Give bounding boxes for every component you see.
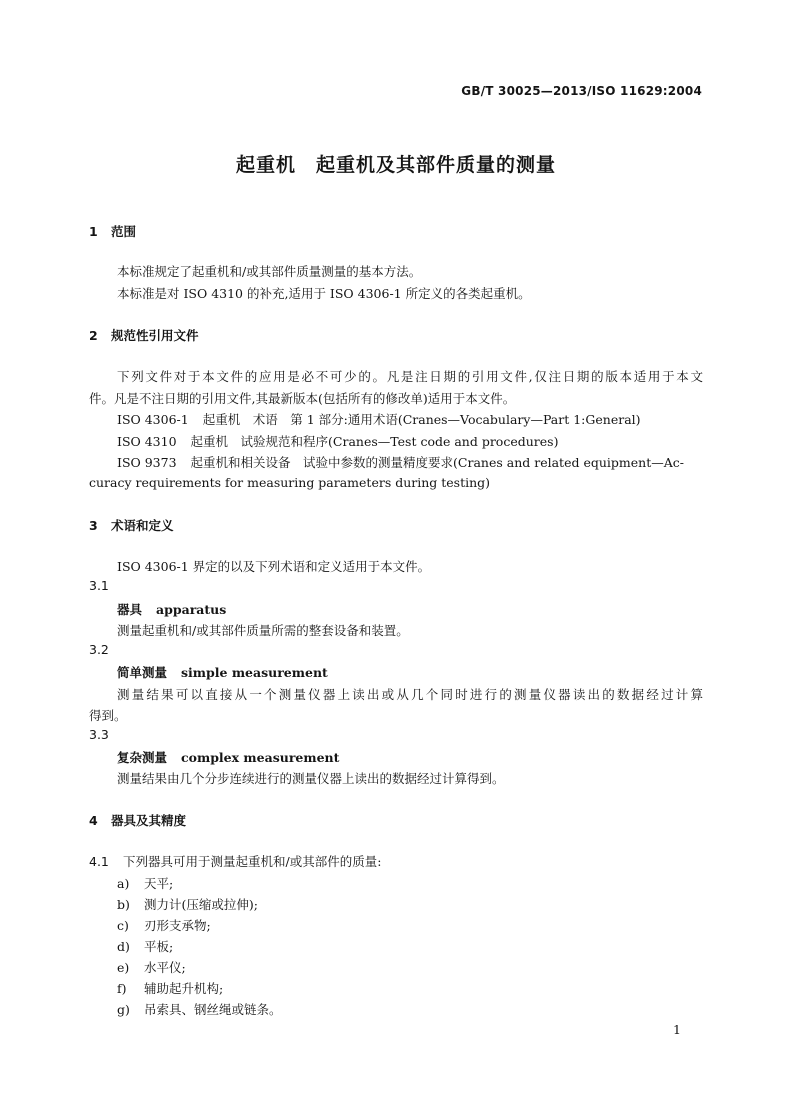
list-marker: g) [117, 1002, 130, 1017]
section-1-paragraph-2: 本标准是对 ISO 4310 的补充,适用于 ISO 4306-1 所定义的各类起重机。 [117, 286, 531, 301]
reference-title: 起重机 术语 第 1 部分:通用术语(Cranes—Vocabulary—Part 1:General) [202, 412, 641, 427]
term-english: simple measurement [181, 665, 328, 680]
section-2-paragraph-line-1: 下列文件对于本文件的应用是必不可少的。凡是注日期的引用文件,仅注日期的版本适用于本文 [117, 369, 703, 384]
section-number: 2 [89, 328, 98, 343]
list-item-text: 辅助起升机构; [144, 981, 224, 996]
normative-reference [117, 432, 558, 450]
term-chinese: 简单测量 [117, 665, 168, 680]
section-title: 器具及其精度 [111, 813, 187, 828]
term-english: apparatus [156, 602, 227, 617]
section-title: 术语和定义 [111, 518, 174, 533]
section-number: 4 [89, 813, 98, 828]
term-number: 3.1 [89, 578, 109, 593]
list-item [117, 979, 223, 997]
term-english: complex measurement [181, 750, 340, 765]
subclause-number: 4.1 [89, 854, 109, 869]
subclause-text: 下列器具可用于测量起重机和/或其部件的质量: [123, 854, 382, 869]
list-item [117, 937, 173, 955]
reference-continuation: curacy requirements for measuring parameters during testing) [89, 475, 491, 490]
term-chinese: 器具 [117, 602, 143, 617]
normative-reference [117, 453, 684, 471]
term-definition: 测量起重机和/或其部件质量所需的整套设备和装置。 [117, 623, 409, 638]
document-standard-code: GB/T 30025—2013/ISO 11629:2004 [461, 84, 702, 98]
section-2-heading [89, 326, 199, 344]
normative-reference [117, 410, 641, 428]
list-item-text: 吊索具、钢丝绳或链条。 [144, 1002, 282, 1017]
list-item-text: 水平仪; [144, 960, 186, 975]
term-heading [117, 748, 339, 766]
list-item [117, 1000, 282, 1018]
section-number: 1 [89, 224, 98, 239]
reference-title: 起重机 试验规范和程序(Cranes—Test code and procedures) [190, 434, 559, 449]
list-marker: a) [117, 876, 130, 891]
section-3-heading [89, 516, 174, 534]
reference-title: 起重机和相关设备 试验中参数的测量精度要求(Cranes and related equipment—Ac- [190, 455, 684, 470]
list-item-text: 测力计(压缩或拉伸); [144, 897, 258, 912]
list-item-text: 刃形支承物; [144, 918, 211, 933]
term-definition: 测量结果由几个分步连续进行的测量仪器上读出的数据经过计算得到。 [117, 771, 505, 786]
list-item [117, 916, 211, 934]
reference-code: ISO 9373 [117, 455, 177, 470]
list-item [117, 958, 186, 976]
section-title: 范围 [111, 224, 137, 239]
reference-code: ISO 4310 [117, 434, 177, 449]
list-item-text: 平板; [144, 939, 174, 954]
term-number: 3.2 [89, 642, 109, 657]
list-marker: f) [117, 981, 127, 996]
reference-code: ISO 4306-1 [117, 412, 189, 427]
term-heading [117, 663, 328, 681]
term-definition-continuation: 得到。 [89, 708, 127, 723]
section-1-heading [89, 222, 136, 240]
term-number: 3.3 [89, 727, 109, 742]
section-2-paragraph-line-2: 件。凡是不注日期的引用文件,其最新版本(包括所有的修改单)适用于本文件。 [89, 391, 516, 406]
list-item-text: 天平; [144, 876, 174, 891]
section-4-heading [89, 811, 186, 829]
section-title: 规范性引用文件 [111, 328, 199, 343]
subclause-4-1 [89, 852, 381, 870]
list-item [117, 874, 173, 892]
term-heading [117, 600, 226, 618]
document-title: 起重机 起重机及其部件质量的测量 [235, 154, 556, 176]
section-3-intro: ISO 4306-1 界定的以及下列术语和定义适用于本文件。 [117, 559, 431, 574]
list-marker: c) [117, 918, 129, 933]
list-marker: d) [117, 939, 130, 954]
list-item [117, 895, 258, 913]
section-1-paragraph-1: 本标准规定了起重机和/或其部件质量测量的基本方法。 [117, 264, 422, 279]
term-chinese: 复杂测量 [117, 750, 168, 765]
list-marker: b) [117, 897, 130, 912]
term-definition: 测量结果可以直接从一个测量仪器上读出或从几个同时进行的测量仪器读出的数据经过计算 [117, 687, 703, 702]
page-number: 1 [673, 1022, 681, 1037]
section-number: 3 [89, 518, 98, 533]
list-marker: e) [117, 960, 130, 975]
